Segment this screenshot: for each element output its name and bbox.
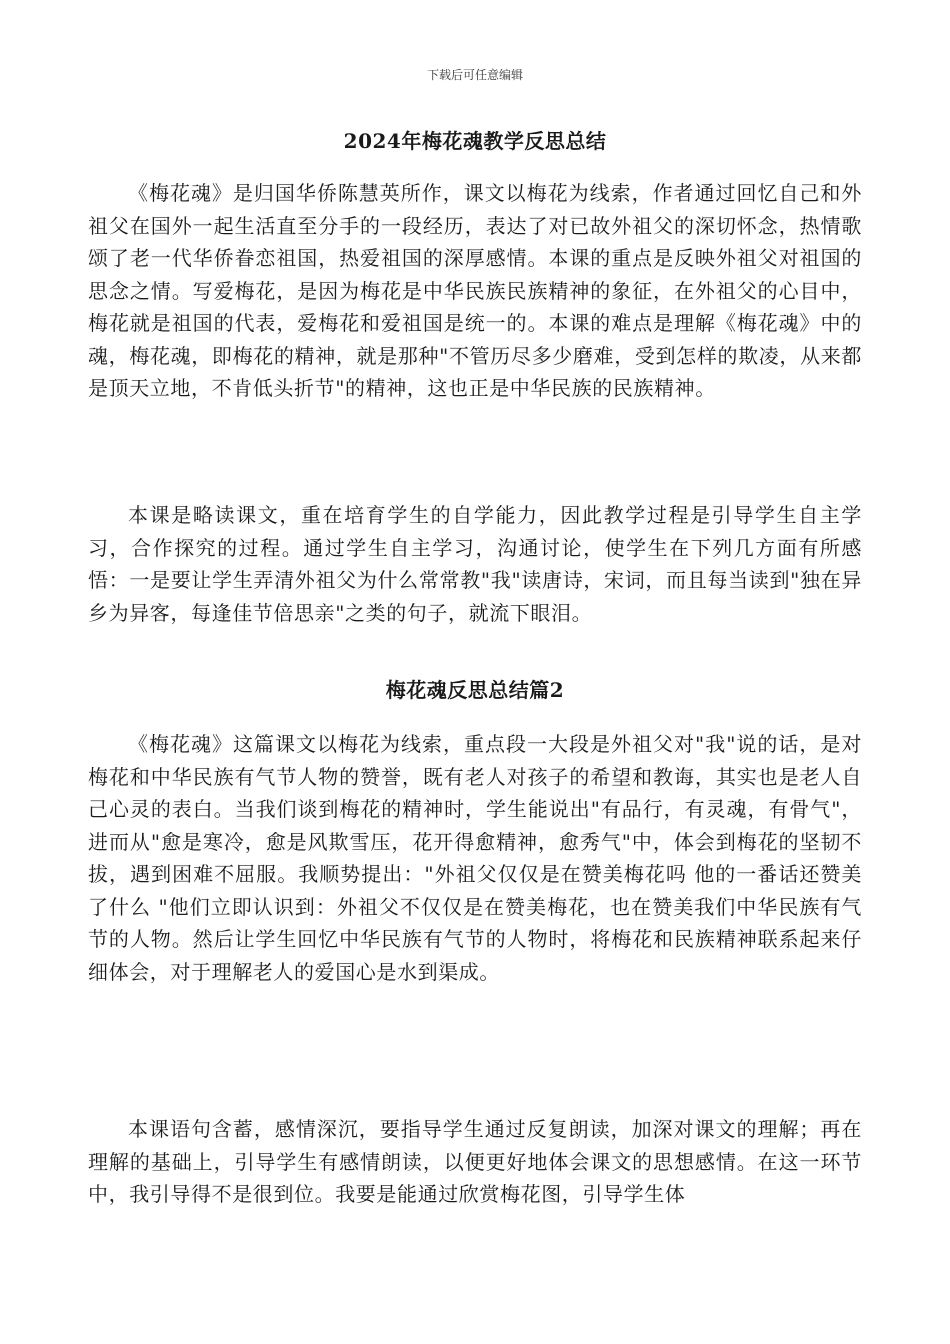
document-title: 2024年梅花魂教学反思总结 <box>343 129 607 153</box>
section-2-paragraph-1: 《梅花魂》这篇课文以梅花为线索，重点段一大段是外祖父对"我"说的话，是对梅花和中华民族有气节人物的赞誉，既有老人对孩子的希望和教诲，其实也是老人自己心灵的表白。当我们谈到梅花的精神时，学生能说出"有品行，有灵魂，有骨气"，进而从"愈是寒冷，愈是风欺雪压，花开得愈精神，愈秀气"中，体会到梅花的坚韧不拔，遇到困难不屈服。我顺势提出："外祖父仅仅是在赞美梅花吗 他的一番话还赞美了什么 "他们立即认识到：外祖父不仅仅是在赞美梅花，也在赞美我们中华民族有气节的人物。然后让学生回忆中华民族有气节的人物时，将梅花和民族精神联系起来仔细体会，对于理解老人的爱国心是水到渠成。 <box>88 732 862 984</box>
paragraph-2: 本课是略读课文，重在培育学生的自学能力，因此教学过程是引导学生自主学习，合作探究的过程。通过学生自主学习，沟通讨论，使学生在下列几方面有所感悟：一是要让学生弄清外祖父为什么常常教"我"读唐诗，宋词，而且每当读到"独在异乡为异客，每逢佳节倍思亲"之类的句子，就流下眼泪。 <box>88 503 862 625</box>
section-2-title: 梅花魂反思总结篇2 <box>385 678 565 702</box>
page-header-note: 下载后可任意编辑 <box>426 68 523 82</box>
paragraph-1: 《梅花魂》是归国华侨陈慧英所作，课文以梅花为线索，作者通过回忆自己和外祖父在国外一起生活直至分手的一段经历，表达了对已故外祖父的深切怀念，热情歌颂了老一代华侨眷恋祖国，热爱祖国的深厚感情。本课的重点是反映外祖父对祖国的思念之情。写爱梅花，是因为梅花是中华民族民族精神的象征，在外祖父的心目中，梅花就是祖国的代表，爱梅花和爱祖国是统一的。本课的难点是理解《梅花魂》中的魂，梅花魂，即梅花的精神，就是那种"不管历尽多少磨难，受到怎样的欺凌，从来都是顶天立地，不肯低头折节"的精神，这也正是中华民族的民族精神。 <box>88 181 862 400</box>
section-2-paragraph-2: 本课语句含蓄，感情深沉，要指导学生通过反复朗读，加深对课文的理解；再在理解的基础上，引导学生有感情朗读，以便更好地体会课文的思想感情。在这一环节中，我引导得不是很到位。我要是能通过欣赏梅花图，引导学生体 <box>88 1117 862 1206</box>
